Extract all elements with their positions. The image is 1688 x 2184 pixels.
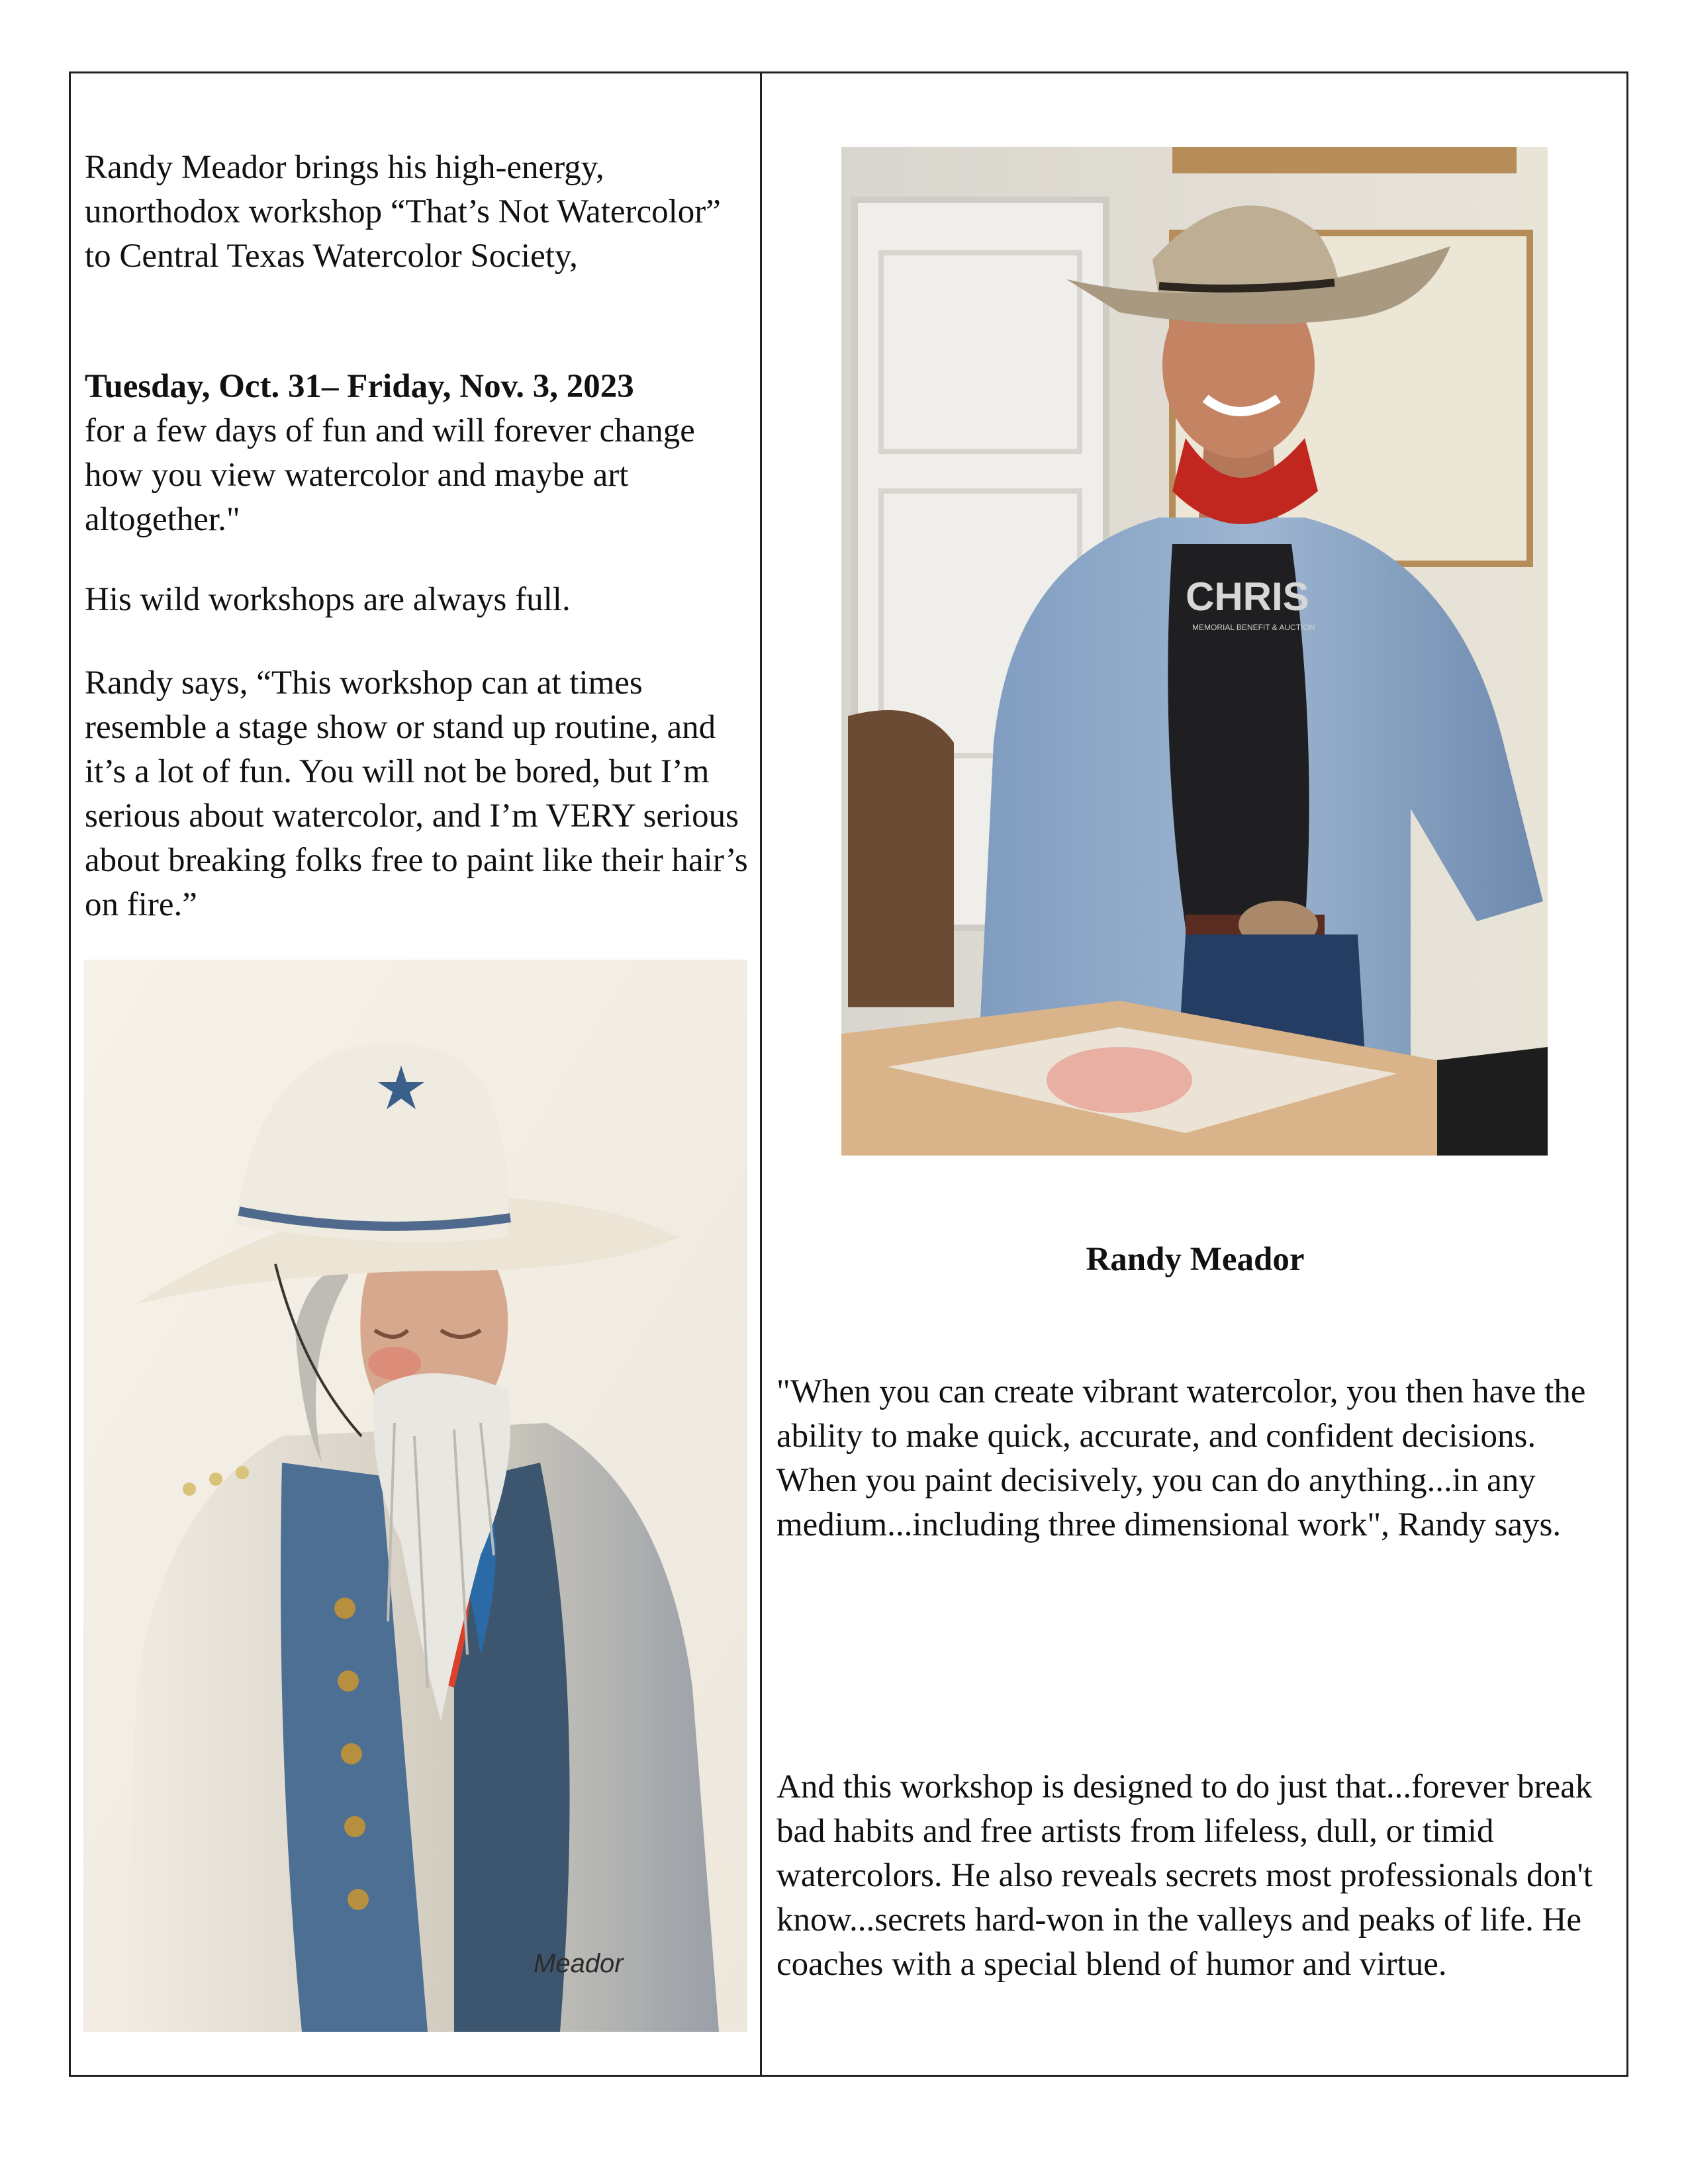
vibrant-watercolor-quote: "When you can create vibrant watercolor, you then have the ability to make quick, accurate, and confident decisions. When you paint decisively, you can do anything...in any medium...including three dimensional work", Randy says. bbox=[776, 1373, 1586, 1543]
dates-description: for a few days of fun and will forever change how you view watercolor and maybe art altogether." bbox=[85, 412, 695, 538]
photo-caption: Randy Meador bbox=[1086, 1241, 1305, 1278]
shirt-print: CHRIS bbox=[1186, 574, 1309, 619]
cowboy-watercolor-painting bbox=[83, 960, 747, 2032]
workshop-dates-paragraph bbox=[85, 365, 753, 542]
workshop-description: And this workshop is designed to do just that...forever break bad habits and free artists from lifeless, dull, or timid watercolors. He also reveals secrets most professionals don't know...secrets hard-won in the valleys and peaks of life. He coaches with a special blend of humor and virtue. bbox=[776, 1768, 1593, 1983]
shirt-subprint: MEMORIAL BENEFIT & AUCTION bbox=[1192, 623, 1315, 632]
workshop-dates: Tuesday, Oct. 31– Friday, Nov. 3, 2023 bbox=[85, 368, 634, 405]
full-workshops-note: His wild workshops are always full. bbox=[85, 581, 571, 618]
painting-signature: Meador bbox=[534, 1949, 624, 1978]
intro-paragraph: Randy Meador brings his high-energy, unorthodox workshop “That’s Not Watercolor” to Central Texas Watercolor Society, bbox=[85, 149, 721, 275]
stage-show-quote: Randy says, “This workshop can at times resemble a stage show or stand up routine, and it’s a lot of fun. You will not be bored, but I’m serious about watercolor, and I’m VERY serious about breaking folks free to paint like their hair’s on fire.” bbox=[85, 664, 748, 923]
randy-meador-photo bbox=[841, 147, 1548, 1156]
column-divider bbox=[760, 71, 762, 2077]
